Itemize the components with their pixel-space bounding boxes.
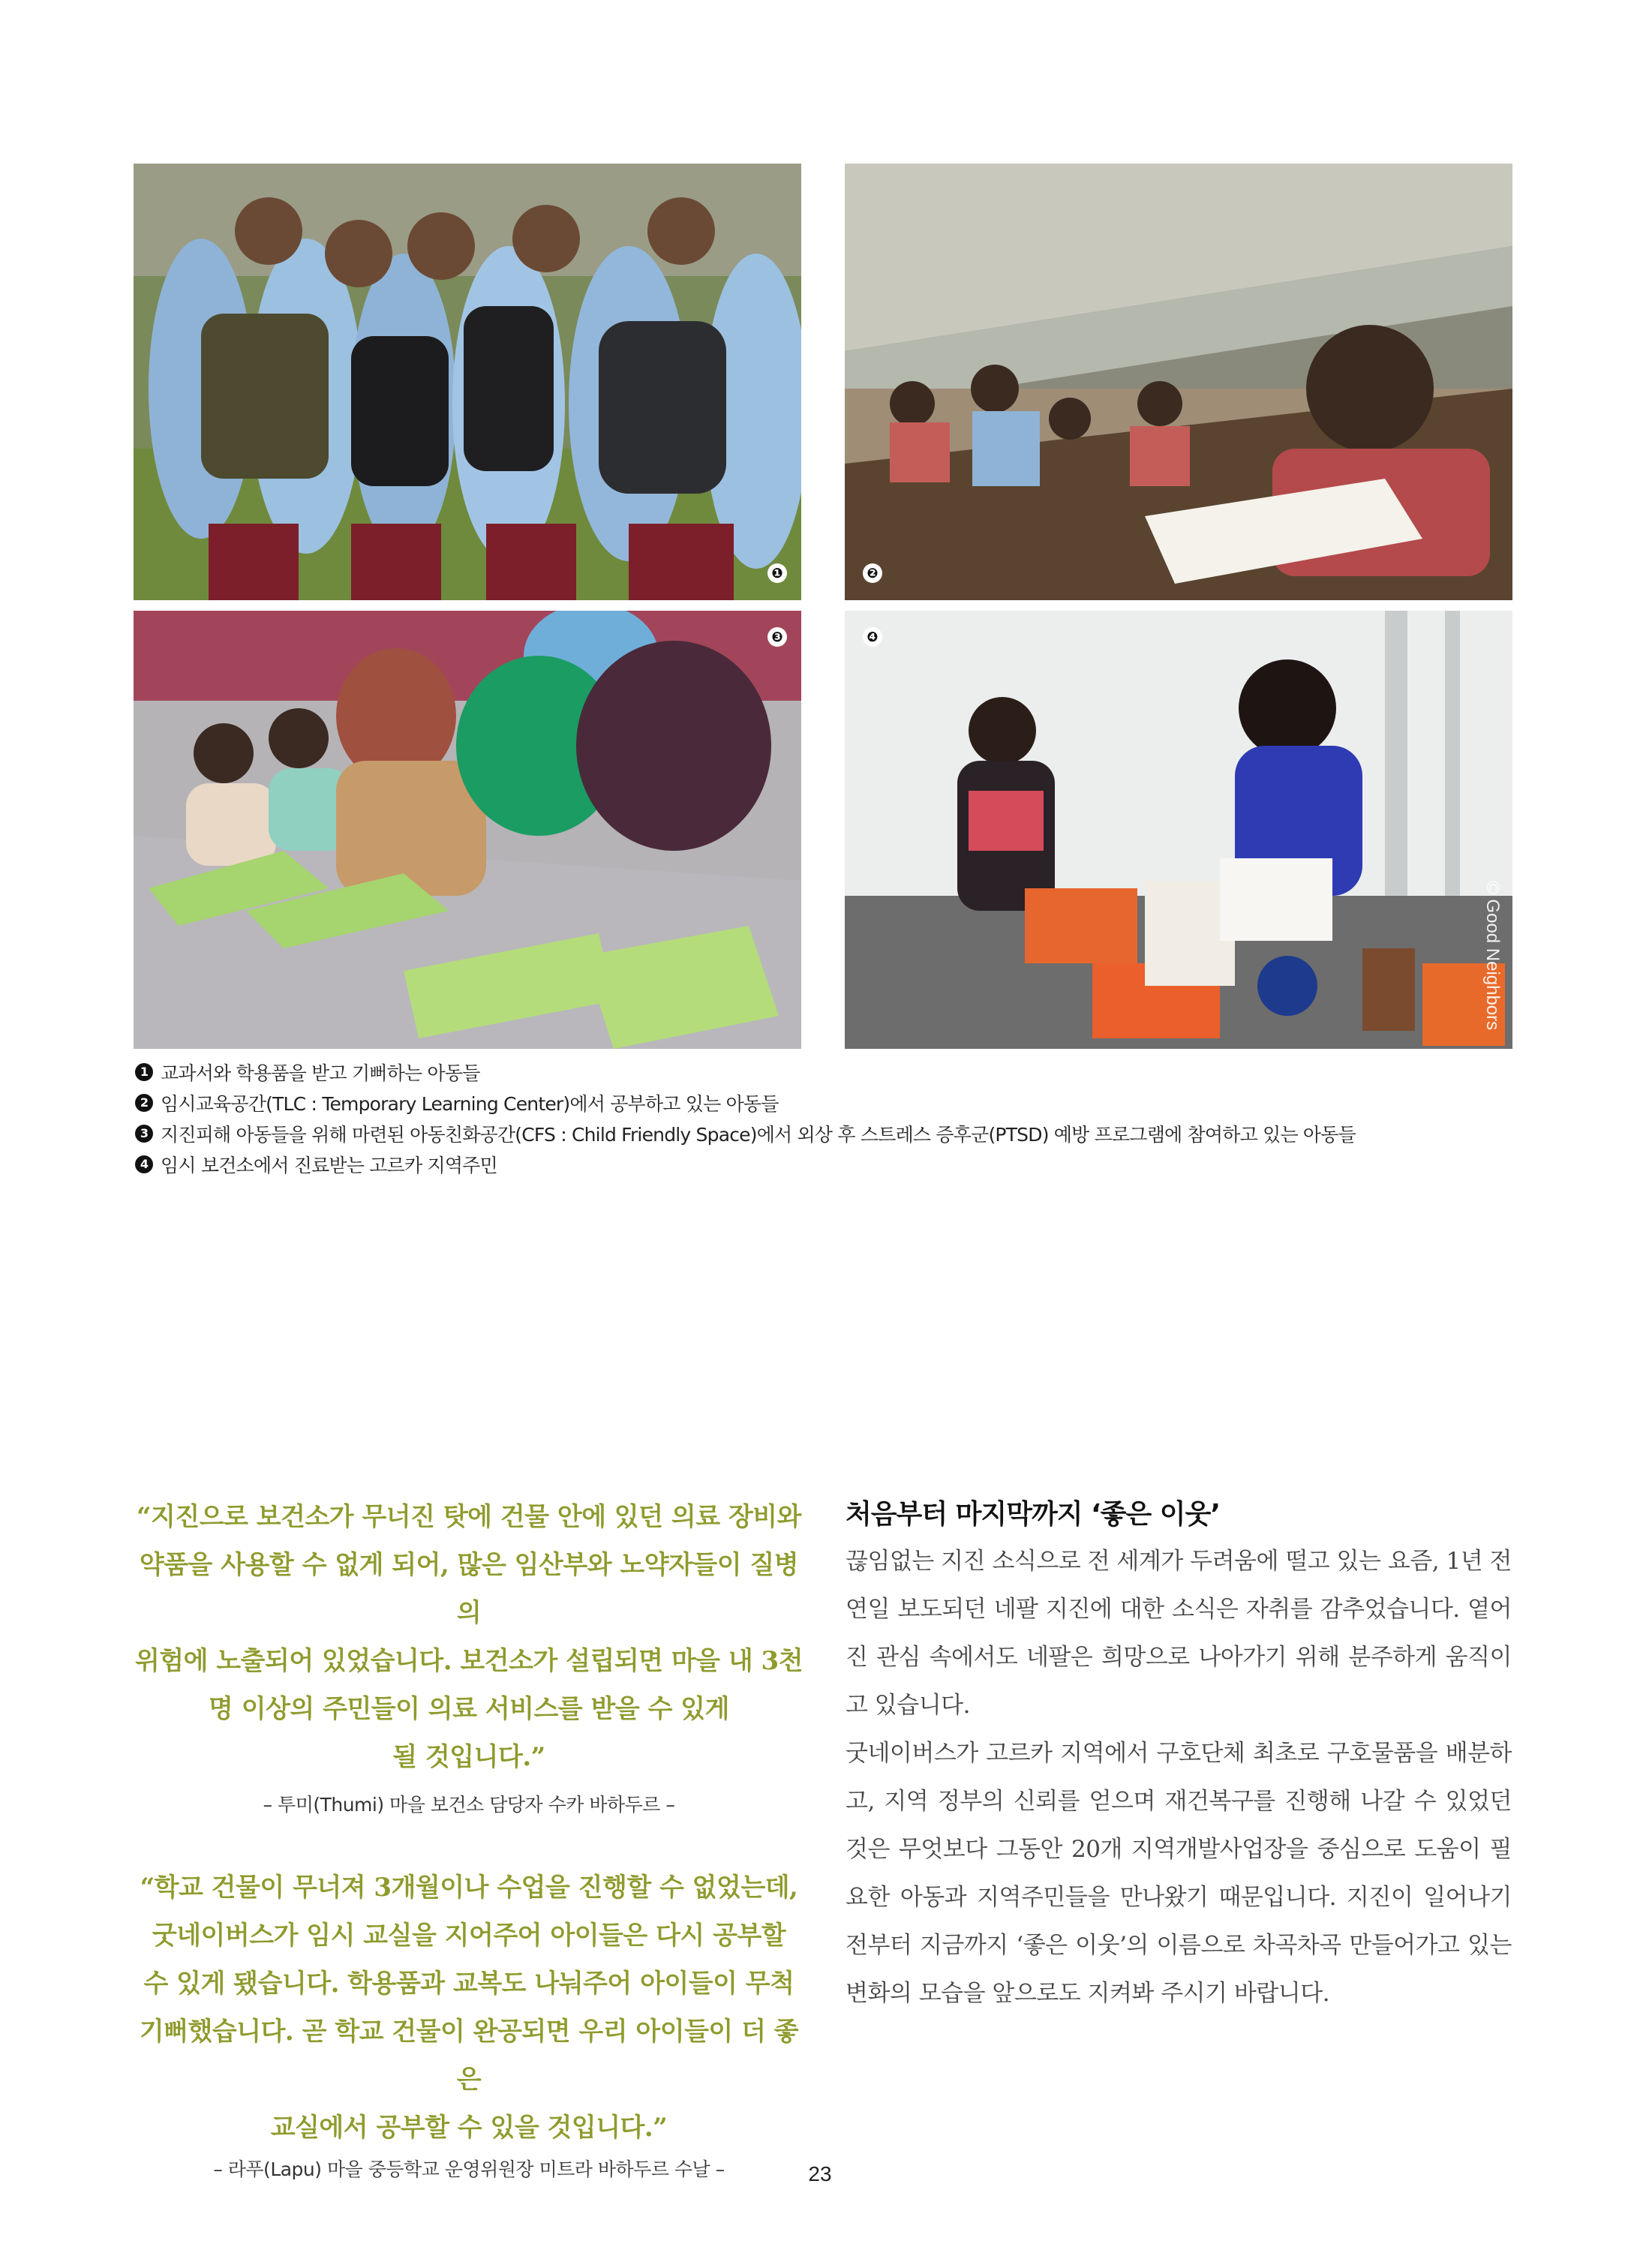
quote-line: 될 것입니다.” [392, 1742, 545, 1772]
caption-4 [135, 1149, 1560, 1179]
photo-credit: © Good Neighbors [1482, 881, 1503, 1031]
quote-attribution: – 라푸(Lapu) 마을 중등학교 운영위원장 미트라 바하두르 수날 – [213, 2158, 725, 2180]
quote-health-post [131, 1493, 806, 1781]
article-column [846, 1493, 1512, 2017]
photo-temporary-classroom [845, 164, 1512, 600]
article-paragraph: 굿네이버스가 고르카 지역에서 구호단체 최초로 구호물품을 배분하고, 지역 정부의 신뢰를 얻으며 재건복구를 진행해 나갈 수 있었던 것은 무엇보다 그동안 20개 지역개발사업장을 중심으로 도움이 필요한 아동과 지역주민들을 만나왔기 때문입니다. 지진이 일어나기 전부터 지금까지 ‘좋은 이웃’의 이름으로 차곡차곡 만들어가고 있는 변화의 모습을 앞으로도 지켜봐 주시기 바랍니다. [846, 1740, 1512, 2007]
quote-attribution: – 투미(Thumi) 마을 보건소 담당자 수카 바하두르 – [263, 1794, 675, 1816]
photo-students-backpacks [134, 164, 801, 600]
caption-text-1: 교과서와 학용품을 받고 기뻐하는 아동들 [161, 1062, 480, 1084]
quote-line: “지진으로 보건소가 무너진 탓에 건물 안에 있던 의료 장비와 [136, 1502, 801, 1532]
caption-2 [135, 1087, 1560, 1118]
photo-number-4: ❹ [863, 627, 882, 647]
page-number: 23 [808, 2162, 832, 2185]
quote-line: 굿네이버스가 임시 교실을 지어주어 아이들은 다시 공부할 [152, 1921, 786, 1951]
photo-number-3: ❸ [767, 627, 787, 647]
article-paragraph: 끊임없는 지진 소식으로 전 세계가 두려움에 떨고 있는 요즘, 1년 전 연일 보도되던 네팔 지진에 대한 소식은 자취를 감추었습니다. 옅어진 관심 속에서도 네팔은 희망으로 나아가기 위해 분주하게 움직이고 있습니다. [846, 1548, 1512, 1719]
caption-1 [135, 1056, 1560, 1087]
photo-number-1: ❶ [767, 563, 787, 583]
caption-number-1: 1 [135, 1063, 153, 1081]
photo-captions [135, 1056, 1560, 1179]
photo-number-2: ❷ [863, 563, 882, 583]
caption-text-2: 임시교육공간(TLC : Temporary Learning Center)에서 공부하고 있는 아동들 [161, 1092, 779, 1115]
photo-health-post [845, 611, 1512, 1049]
quote-line: 수 있게 됐습니다. 학용품과 교복도 나눠주어 아이들이 무척 [143, 1969, 794, 1999]
caption-3 [135, 1118, 1560, 1149]
quote-line: 명 이상의 주민들이 의료 서비스를 받을 수 있게 [209, 1694, 729, 1724]
quote-school [131, 1864, 806, 2152]
quote-line: 교실에서 공부할 수 있을 것입니다.” [270, 2113, 668, 2143]
article-heading: 처음부터 마지막까지 ‘좋은 이웃’ [846, 1499, 1221, 1530]
photo-child-friendly-space [134, 611, 801, 1049]
caption-number-3: 3 [135, 1125, 153, 1143]
caption-text-4: 임시 보건소에서 진료받는 고르카 지역주민 [161, 1154, 497, 1176]
caption-text-3: 지진피해 아동들을 위해 마련된 아동친화공간(CFS : Child Friendly Space)에서 외상 후 스트레스 증후군(PTSD) 예방 프로그램에 참여하고 있는 아동들 [161, 1123, 1356, 1146]
quotes-column [131, 1493, 806, 2182]
quote-line: 약품을 사용할 수 없게 되어, 많은 임산부와 노약자들이 질병의 [139, 1550, 799, 1628]
quote-line: 위험에 노출되어 있었습니다. 보건소가 설립되면 마을 내 3천 [134, 1646, 803, 1676]
caption-number-2: 2 [135, 1094, 153, 1112]
quote-line: “학교 건물이 무너져 3개월이나 수업을 진행할 수 없었는데, [140, 1873, 798, 1903]
quote-line: 기뻐했습니다. 곧 학교 건물이 완공되면 우리 아이들이 더 좋은 [139, 2017, 799, 2095]
caption-number-4: 4 [135, 1155, 153, 1173]
